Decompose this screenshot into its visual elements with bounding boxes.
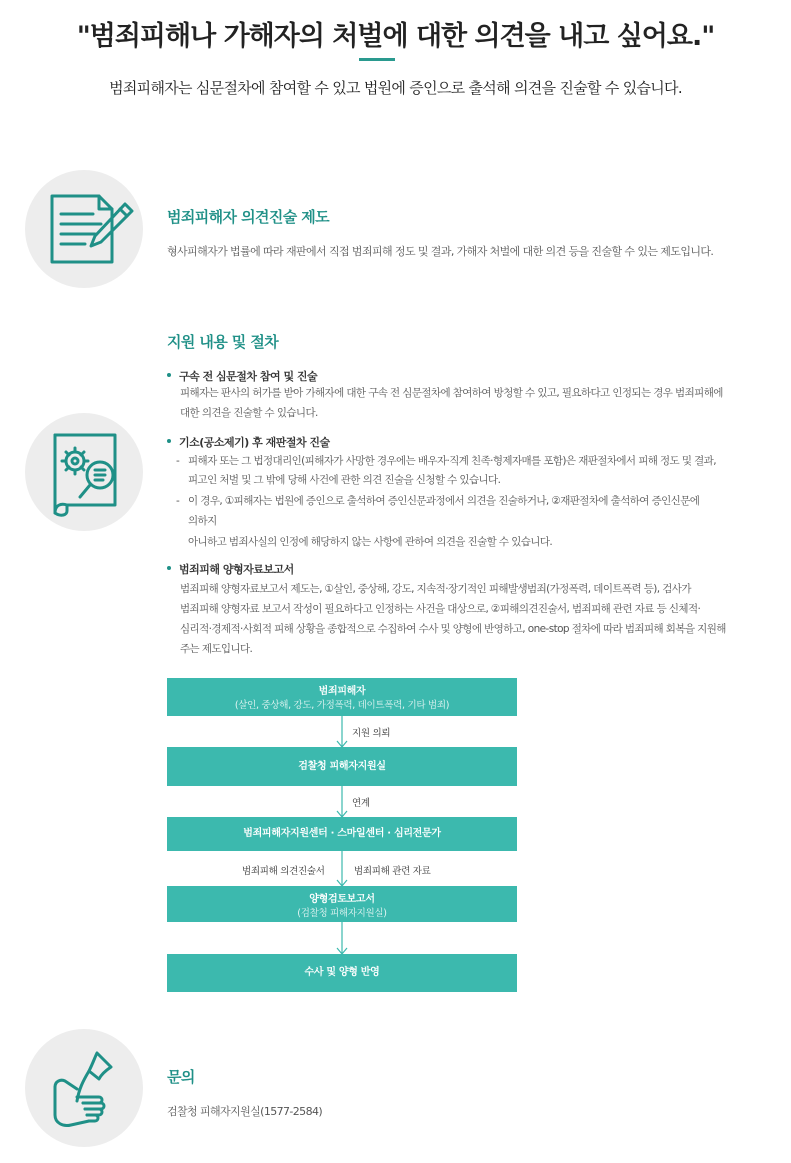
flow-box-prosecution (167, 747, 517, 786)
section1-desc: 형사피해자가 법률에 따라 재판에서 직접 범죄피해 정도 및 결과, 가해자 처벌에 대한 의견 등을 진술할 수 있는 제도입니다. (167, 245, 714, 258)
dash-marker: - (176, 495, 180, 507)
item1-line: 피해자는 판사의 허가를 받아 가해자에 대한 구속 전 심문절차에 참여하여 방청할 수 있고, 필요하다고 인정되는 경우 범죄피해에 (180, 387, 723, 399)
flow-label-link: 연계 (352, 798, 370, 809)
item2-line: 피고인 처벌 및 그 밖에 당해 사건에 관한 의견 진술을 신청할 수 있습니다. (188, 474, 501, 486)
flow-box-title: 수사 및 양형 반영 (304, 967, 380, 978)
flow-box-title: 범죄피해자 (318, 686, 366, 697)
item2-line: 아니하고 범죄사실의 인정에 해당하지 않는 사항에 관하여 의견을 진술할 수 있습니다. (188, 536, 553, 548)
section1-title: 범죄피해자 의견진술 제도 (167, 208, 330, 226)
item2-line: 이 경우, ①피해자는 법원에 증인으로 출석하여 증인신문과정에서 의견을 진술하거나, ②재판절차에 출석하여 증인신문에 (188, 495, 700, 507)
item3-title: 범죄피해 양형자료보고서 (167, 561, 294, 577)
document-gear-search-icon (25, 413, 143, 531)
item1-title: 구속 전 심문절차 참여 및 진술 (167, 368, 317, 384)
flow-box-centers (167, 817, 517, 851)
contact-info: 검찰청 피해자지원실(1577-2584) (167, 1105, 323, 1118)
section3-title: 문의 (167, 1068, 195, 1086)
section2-icon-circle (25, 413, 143, 531)
item3-line: 심리적·경제적·사회적 피해 상황을 종합적으로 수집하여 수사 및 양형에 반영하고, one-stop 절차에 따라 범죄피해 회복을 지원해 (180, 623, 726, 635)
item3-line: 범죄피해 양형자료보고서 제도는, ①살인, 중상해, 강도, 지속적·장기적인 피해발생범죄(가정폭력, 데이트폭력 등), 검사가 (180, 583, 691, 595)
page-title: "범죄피해나 가해자의 처벌에 대한 의견을 내고 싶어요." (76, 21, 715, 52)
flow-label-materials: 범죄피해 관련 자료 (354, 866, 431, 877)
flow-label-request: 지원 의뢰 (352, 728, 391, 739)
phone-hand-icon (25, 1029, 143, 1147)
title-underline (359, 58, 395, 61)
flow-box-sub: (검찰청 피해자지원실) (297, 908, 387, 919)
item1-line: 대한 의견을 진술할 수 있습니다. (180, 407, 318, 419)
flow-box-sub: (살인, 중상해, 강도, 가정폭력, 데이트폭력, 기타 범죄) (234, 700, 450, 711)
flow-box-title: 범죄피해자지원센터 · 스마일센터 · 심리전문가 (243, 828, 441, 839)
page-subtitle: 범죄피해자는 심문절차에 참여할 수 있고 법원에 증인으로 출석해 의견을 진술할 수 있습니다. (109, 79, 682, 97)
item3-line: 범죄피해 양형자료 보고서 작성이 필요하다고 인정하는 사건을 대상으로, ②피해의견진술서, 범죄피해 관련 자료 등 신체적· (180, 603, 701, 615)
item2-title: 기소(공소제기) 후 재판절차 진술 (167, 434, 330, 450)
item2-line: 의하지 (188, 515, 217, 527)
flow-box-reflect (167, 954, 517, 992)
flow-box-report (167, 886, 517, 922)
document-pen-icon (25, 170, 143, 288)
item3-line: 주는 제도입니다. (180, 643, 253, 655)
flow-box-title: 검찰청 피해자지원실 (298, 761, 386, 772)
section2-title: 지원 내용 및 절차 (167, 333, 279, 351)
dash-marker: - (176, 455, 180, 467)
section3-icon-circle (25, 1029, 143, 1147)
flow-label-statement: 범죄피해 의견진술서 (242, 866, 325, 877)
flow-box-title: 양형검토보고서 (309, 894, 375, 905)
flow-box-victim (167, 678, 517, 716)
item2-line: 피해자 또는 그 법정대리인(피해자가 사망한 경우에는 배우자·직계 친족·형제자매를 포함)은 재판절차에서 피해 정도 및 결과, (188, 455, 716, 467)
section1-icon-circle (25, 170, 143, 288)
